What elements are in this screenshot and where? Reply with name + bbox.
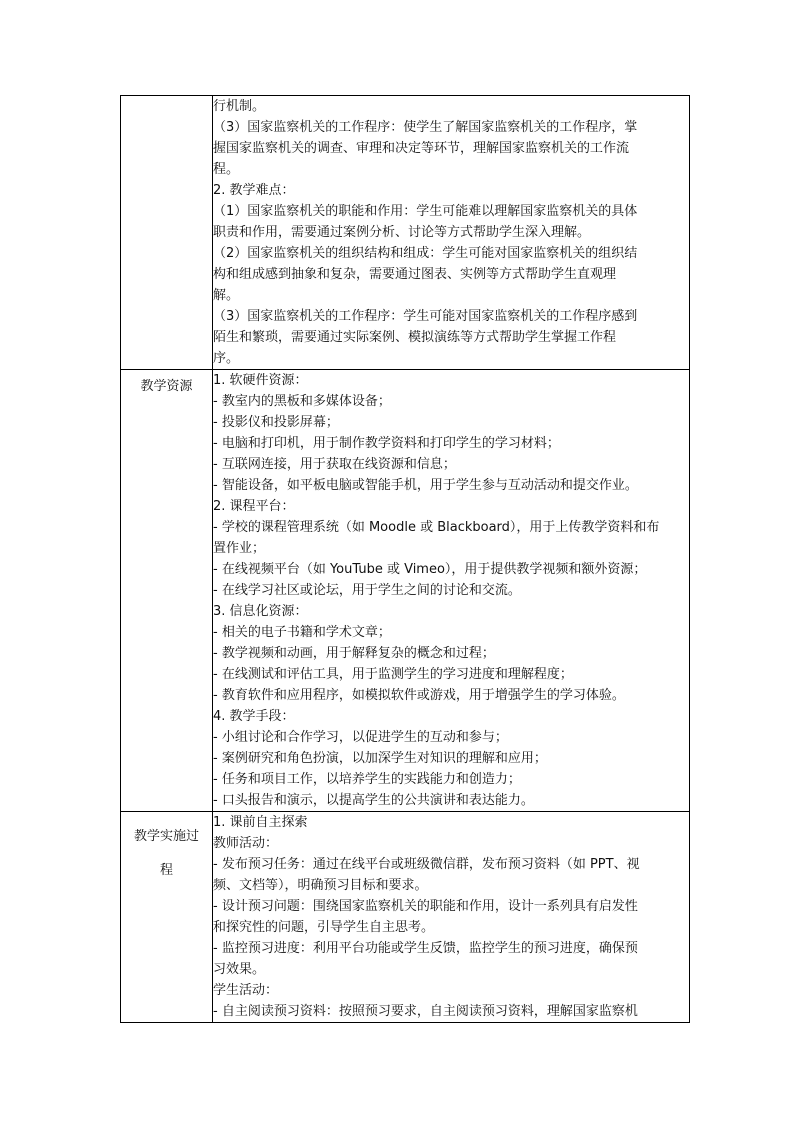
content-line: 频、文档等），明确预习目标和要求。 bbox=[213, 878, 428, 893]
lesson-plan-table bbox=[120, 95, 690, 1023]
content-line: 置作业； bbox=[213, 541, 266, 556]
label-line: 教学实施过 bbox=[133, 829, 199, 844]
content-line: （3）国家监察机关的工作程序：学生可能对国家监察机关的工作程序感到 bbox=[213, 309, 638, 324]
content-line: 职责和作用，需要通过案例分析、讨论等方式帮助学生深入理解。 bbox=[213, 225, 591, 240]
content-line: - 教育软件和应用程序，如模拟软件或游戏，用于增强学生的学习体验。 bbox=[213, 688, 625, 703]
content-line: （2）国家监察机关的组织结构和组成：学生可能对国家监察机关的组织结 bbox=[213, 246, 638, 261]
content-line: 1. 软硬件资源： bbox=[213, 373, 308, 388]
table-row bbox=[121, 812, 690, 1023]
teaching-resources-content bbox=[213, 370, 690, 812]
content-line: 2. 教学难点： bbox=[213, 183, 295, 198]
content-line: - 电脑和打印机，用于制作教学资料和打印学生的学习材料； bbox=[213, 436, 560, 451]
content-line: - 互联网连接，用于获取在线资源和信息； bbox=[213, 457, 456, 472]
content-line: 2. 课程平台： bbox=[213, 499, 295, 514]
content-line: （1）国家监察机关的职能和作用：学生可能难以理解国家监察机关的具体 bbox=[213, 204, 638, 219]
content-line: 4. 教学手段： bbox=[213, 709, 295, 724]
content-line: - 教室内的黑板和多媒体设备； bbox=[213, 394, 391, 409]
table-row bbox=[121, 96, 690, 370]
row-label-teaching-resources: 教学资源 bbox=[121, 370, 213, 812]
table-row bbox=[121, 370, 690, 812]
row-label-teaching-process bbox=[121, 812, 213, 1023]
content-line: 构和组成感到抽象和复杂，需要通过图表、实例等方式帮助学生直观理 bbox=[213, 267, 617, 282]
content-line: 1. 课前自主探索 bbox=[213, 815, 308, 830]
content-line: - 任务和项目工作，以培养学生的实践能力和创造力； bbox=[213, 772, 521, 787]
content-line: - 教学视频和动画，用于解释复杂的概念和过程； bbox=[213, 646, 495, 661]
content-line: - 在线视频平台（如 YouTube 或 Vimeo），用于提供教学视频和额外资源； bbox=[213, 562, 647, 577]
content-line: 学生活动： bbox=[213, 983, 279, 998]
content-line: - 案例研究和角色扮演，以加深学生对知识的理解和应用； bbox=[213, 751, 547, 766]
content-line: - 投影仪和投影屏幕； bbox=[213, 415, 339, 430]
content-line: 解。 bbox=[213, 288, 240, 303]
content-line: 序。 bbox=[213, 351, 240, 366]
content-line: 和探究性的问题，引导学生自主思考。 bbox=[213, 920, 435, 935]
content-line: - 智能设备，如平板电脑或智能手机，用于学生参与互动活动和提交作业。 bbox=[213, 478, 638, 493]
content-line: - 设计预习问题：围绕国家监察机关的职能和作用，设计一系列具有启发性 bbox=[213, 899, 638, 914]
content-line: - 在线学习社区或论坛，用于学生之间的讨论和交流。 bbox=[213, 583, 521, 598]
content-line: （3）国家监察机关的工作程序：使学生了解国家监察机关的工作程序，掌 bbox=[213, 120, 638, 135]
row-label-empty bbox=[121, 96, 213, 370]
label-line: 程 bbox=[159, 863, 173, 878]
teaching-process-content bbox=[213, 812, 690, 1023]
content-line: 陌生和繁琐，需要通过实际案例、模拟演练等方式帮助学生掌握工作程 bbox=[213, 330, 617, 345]
content-line: - 自主阅读预习资料：按照预习要求，自主阅读预习资料，理解国家监察机 bbox=[213, 1004, 638, 1019]
content-line: - 发布预习任务：通过在线平台或班级微信群，发布预习资料（如 PPT、视 bbox=[213, 857, 640, 872]
content-line: 3. 信息化资源： bbox=[213, 604, 308, 619]
content-line: - 口头报告和演示，以提高学生的公共演讲和表达能力。 bbox=[213, 793, 534, 808]
content-line: - 相关的电子书籍和学术文章； bbox=[213, 625, 391, 640]
content-line: 行机制。 bbox=[213, 99, 266, 114]
teaching-difficulties-content bbox=[213, 96, 690, 370]
content-line: 握国家监察机关的调查、审理和决定等环节，理解国家监察机关的工作流 bbox=[213, 141, 630, 156]
content-line: - 小组讨论和合作学习，以促进学生的互动和参与； bbox=[213, 730, 508, 745]
content-line: 习效果。 bbox=[213, 962, 266, 977]
content-line: - 监控预习进度：利用平台功能或学生反馈，监控学生的预习进度，确保预 bbox=[213, 941, 638, 956]
content-line: - 在线测试和评估工具，用于监测学生的学习进度和理解程度； bbox=[213, 667, 573, 682]
content-line: 教师活动： bbox=[213, 836, 279, 851]
content-line: 程。 bbox=[213, 162, 240, 177]
content-line: - 学校的课程管理系统（如 Moodle 或 Blackboard），用于上传教学资料和布 bbox=[213, 520, 660, 535]
